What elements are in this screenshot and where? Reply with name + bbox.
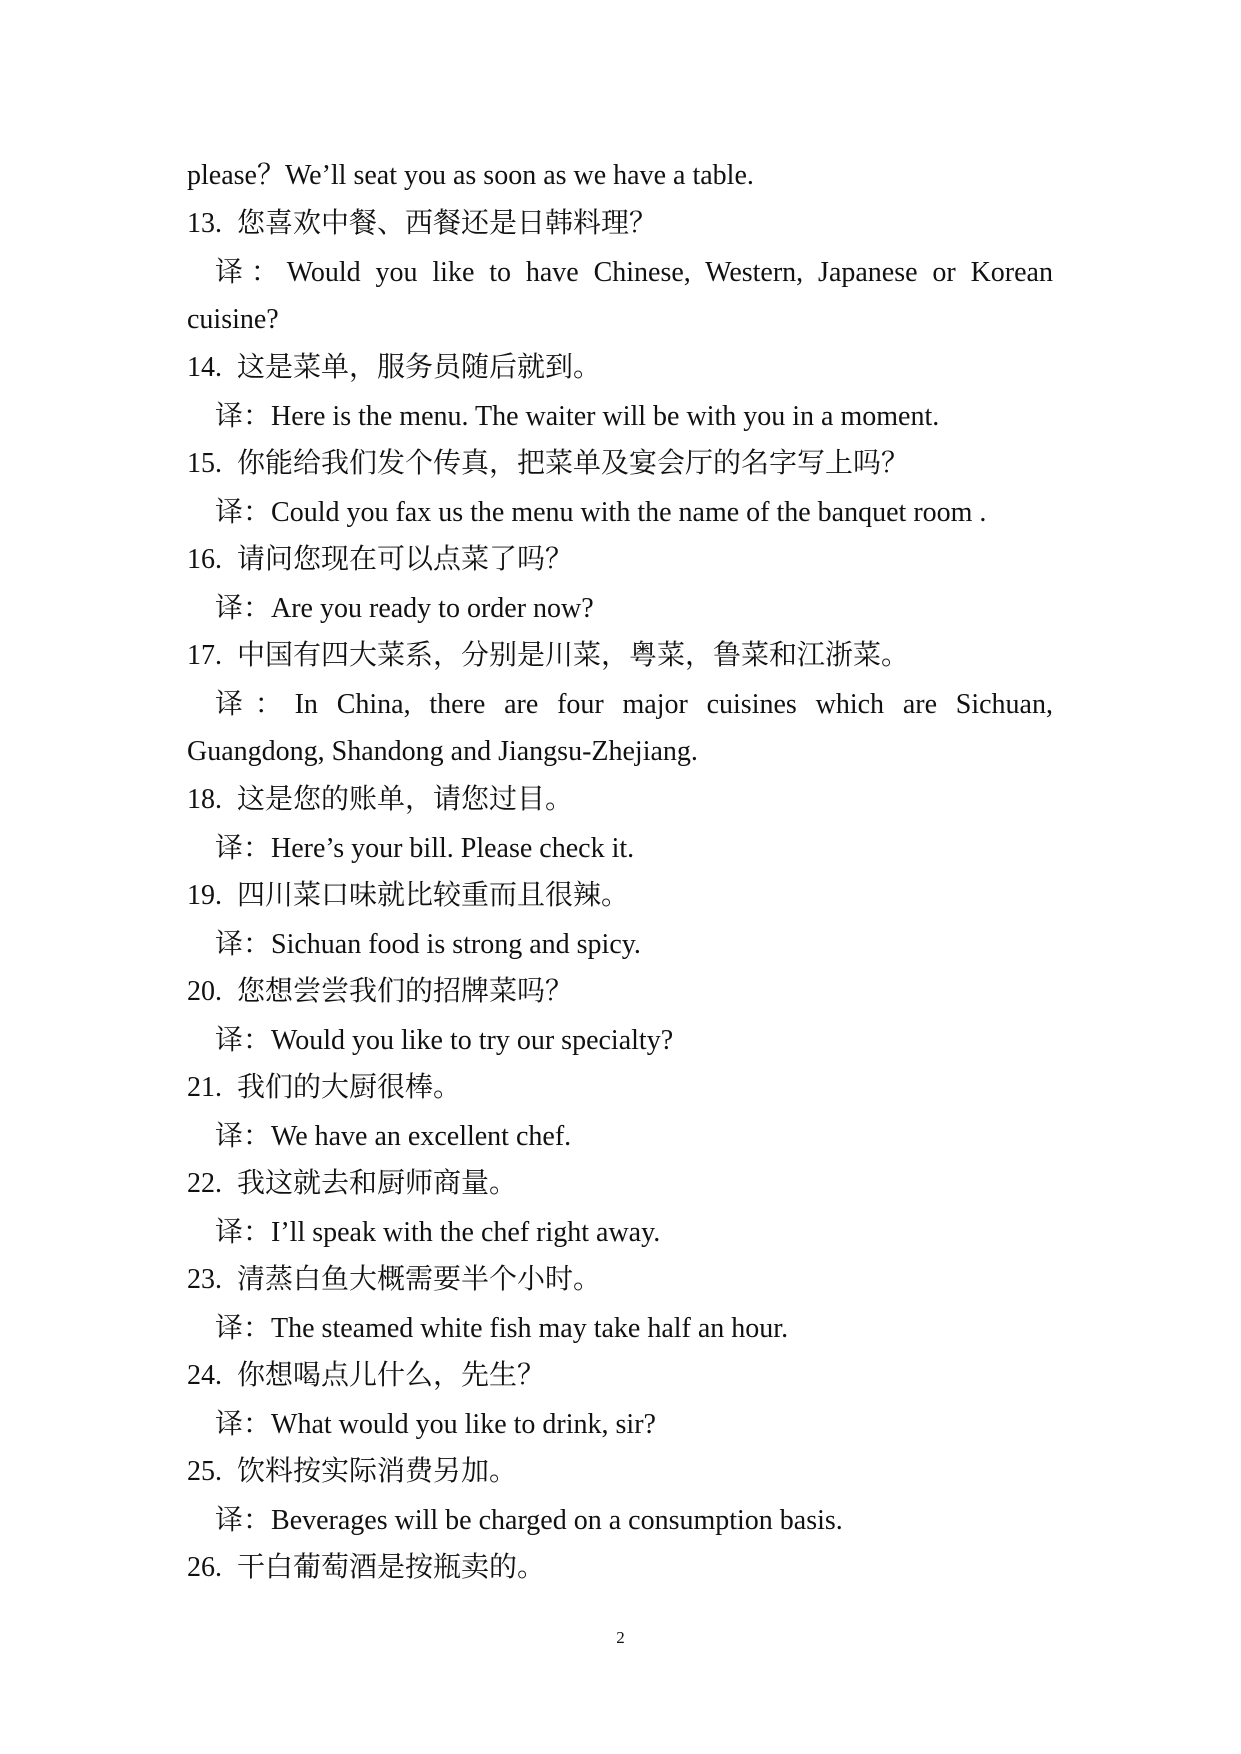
question-18 <box>187 776 1053 824</box>
question-15 <box>187 440 1053 488</box>
translation-marker: 译： <box>215 927 272 960</box>
translation-marker: 译： <box>215 1215 272 1248</box>
translation-13 <box>187 248 1053 296</box>
question-13 <box>187 200 1053 248</box>
chinese-sentence: 您喜欢中餐、西餐还是日韩料理？ <box>237 208 658 239</box>
item-number: 17. <box>187 640 222 671</box>
chinese-sentence: 你能给我们发个传真，把菜单及宴会厅的名字写上吗？ <box>237 448 910 479</box>
english-translation: Here is the menu. The waiter will be with you in a moment. <box>271 401 940 432</box>
question-19 <box>187 872 1053 920</box>
chinese-sentence: 四川菜口味就比较重而且很辣。 <box>237 880 630 911</box>
translation-25 <box>187 1496 1053 1544</box>
continuation-text: please？We’ll seat you as soon as we have a table. <box>187 160 754 191</box>
question-26 <box>187 1544 1053 1592</box>
chinese-sentence: 您想尝尝我们的招牌菜吗？ <box>237 976 574 1007</box>
chinese-sentence: 饮料按实际消费另加。 <box>237 1456 518 1487</box>
english-translation: Would you like to have Chinese, Western, Japanese or Korean <box>286 257 1053 288</box>
chinese-sentence: 清蒸白鱼大概需要半个小时。 <box>237 1264 602 1295</box>
chinese-sentence: 你想喝点儿什么，先生？ <box>237 1360 546 1391</box>
item-number: 13. <box>187 208 222 239</box>
translation-marker: 译： <box>215 399 272 432</box>
item-number: 25. <box>187 1456 222 1487</box>
item-number: 18. <box>187 784 222 815</box>
item-number: 26. <box>187 1552 222 1583</box>
english-translation: The steamed white fish may take half an hour. <box>271 1313 789 1344</box>
translation-marker: 译： <box>215 831 272 864</box>
translation-13-cont: cuisine? <box>187 304 279 335</box>
english-translation: I’ll speak with the chef right away. <box>271 1217 661 1248</box>
item-number: 24. <box>187 1360 222 1391</box>
english-translation: Sichuan food is strong and spicy. <box>271 929 641 960</box>
question-21 <box>187 1064 1053 1112</box>
translation-17-cont: Guangdong, Shandong and Jiangsu-Zhejiang. <box>187 736 698 767</box>
chinese-sentence: 干白葡萄酒是按瓶卖的。 <box>237 1552 546 1583</box>
question-20 <box>187 968 1053 1016</box>
chinese-sentence: 中国有四大菜系，分别是川菜，粤菜，鲁菜和江浙菜。 <box>237 640 910 671</box>
translation-21 <box>187 1112 1053 1160</box>
chinese-sentence: 这是您的账单，请您过目。 <box>237 784 574 815</box>
question-23 <box>187 1256 1053 1304</box>
chinese-sentence: 请问您现在可以点菜了吗？ <box>237 544 574 575</box>
translation-marker: 译： <box>215 1311 272 1344</box>
item-number: 14. <box>187 352 222 383</box>
item-number: 15. <box>187 448 222 479</box>
item-number: 20. <box>187 976 222 1007</box>
chinese-sentence: 这是菜单，服务员随后就到。 <box>237 352 602 383</box>
english-translation: Are you ready to order now? <box>271 593 594 624</box>
chinese-sentence: 我们的大厨很棒。 <box>237 1072 462 1103</box>
item-number: 21. <box>187 1072 222 1103</box>
english-translation: Could you fax us the menu with the name of the banquet room . <box>271 497 987 528</box>
item-number: 22. <box>187 1168 222 1199</box>
translation-marker: 译： <box>215 495 272 528</box>
translation-20 <box>187 1016 1053 1064</box>
translation-marker: 译： <box>215 1503 272 1536</box>
translation-17 <box>187 680 1053 728</box>
translation-marker: 译： <box>215 591 272 624</box>
english-translation: In China, there are four major cuisines which are Sichuan, <box>294 689 1053 720</box>
question-14 <box>187 344 1053 392</box>
translation-22 <box>187 1208 1053 1256</box>
translation-23 <box>187 1304 1053 1352</box>
translation-16 <box>187 584 1053 632</box>
question-25 <box>187 1448 1053 1496</box>
translation-19 <box>187 920 1053 968</box>
translation-15 <box>187 488 1053 536</box>
translation-marker: 译： <box>215 1119 272 1152</box>
english-translation: Would you like to try our specialty? <box>271 1025 674 1056</box>
translation-marker: 译： <box>215 255 287 288</box>
document-body <box>187 152 1053 1592</box>
english-translation: Beverages will be charged on a consumption basis. <box>271 1505 843 1536</box>
translation-marker: 译： <box>215 1023 272 1056</box>
english-translation: Here’s your bill. Please check it. <box>271 833 635 864</box>
chinese-sentence: 我这就去和厨师商量。 <box>237 1168 518 1199</box>
question-24 <box>187 1352 1053 1400</box>
translation-24 <box>187 1400 1053 1448</box>
item-number: 16. <box>187 544 222 575</box>
english-translation: What would you like to drink, sir? <box>271 1409 656 1440</box>
item-number: 19. <box>187 880 222 911</box>
english-translation: We have an excellent chef. <box>271 1121 572 1152</box>
question-17 <box>187 632 1053 680</box>
question-22 <box>187 1160 1053 1208</box>
item-number: 23. <box>187 1264 222 1295</box>
translation-14 <box>187 392 1053 440</box>
question-16 <box>187 536 1053 584</box>
translation-18 <box>187 824 1053 872</box>
translation-marker: 译： <box>215 687 295 720</box>
page-number: 2 <box>616 1628 625 1647</box>
translation-marker: 译： <box>215 1407 272 1440</box>
